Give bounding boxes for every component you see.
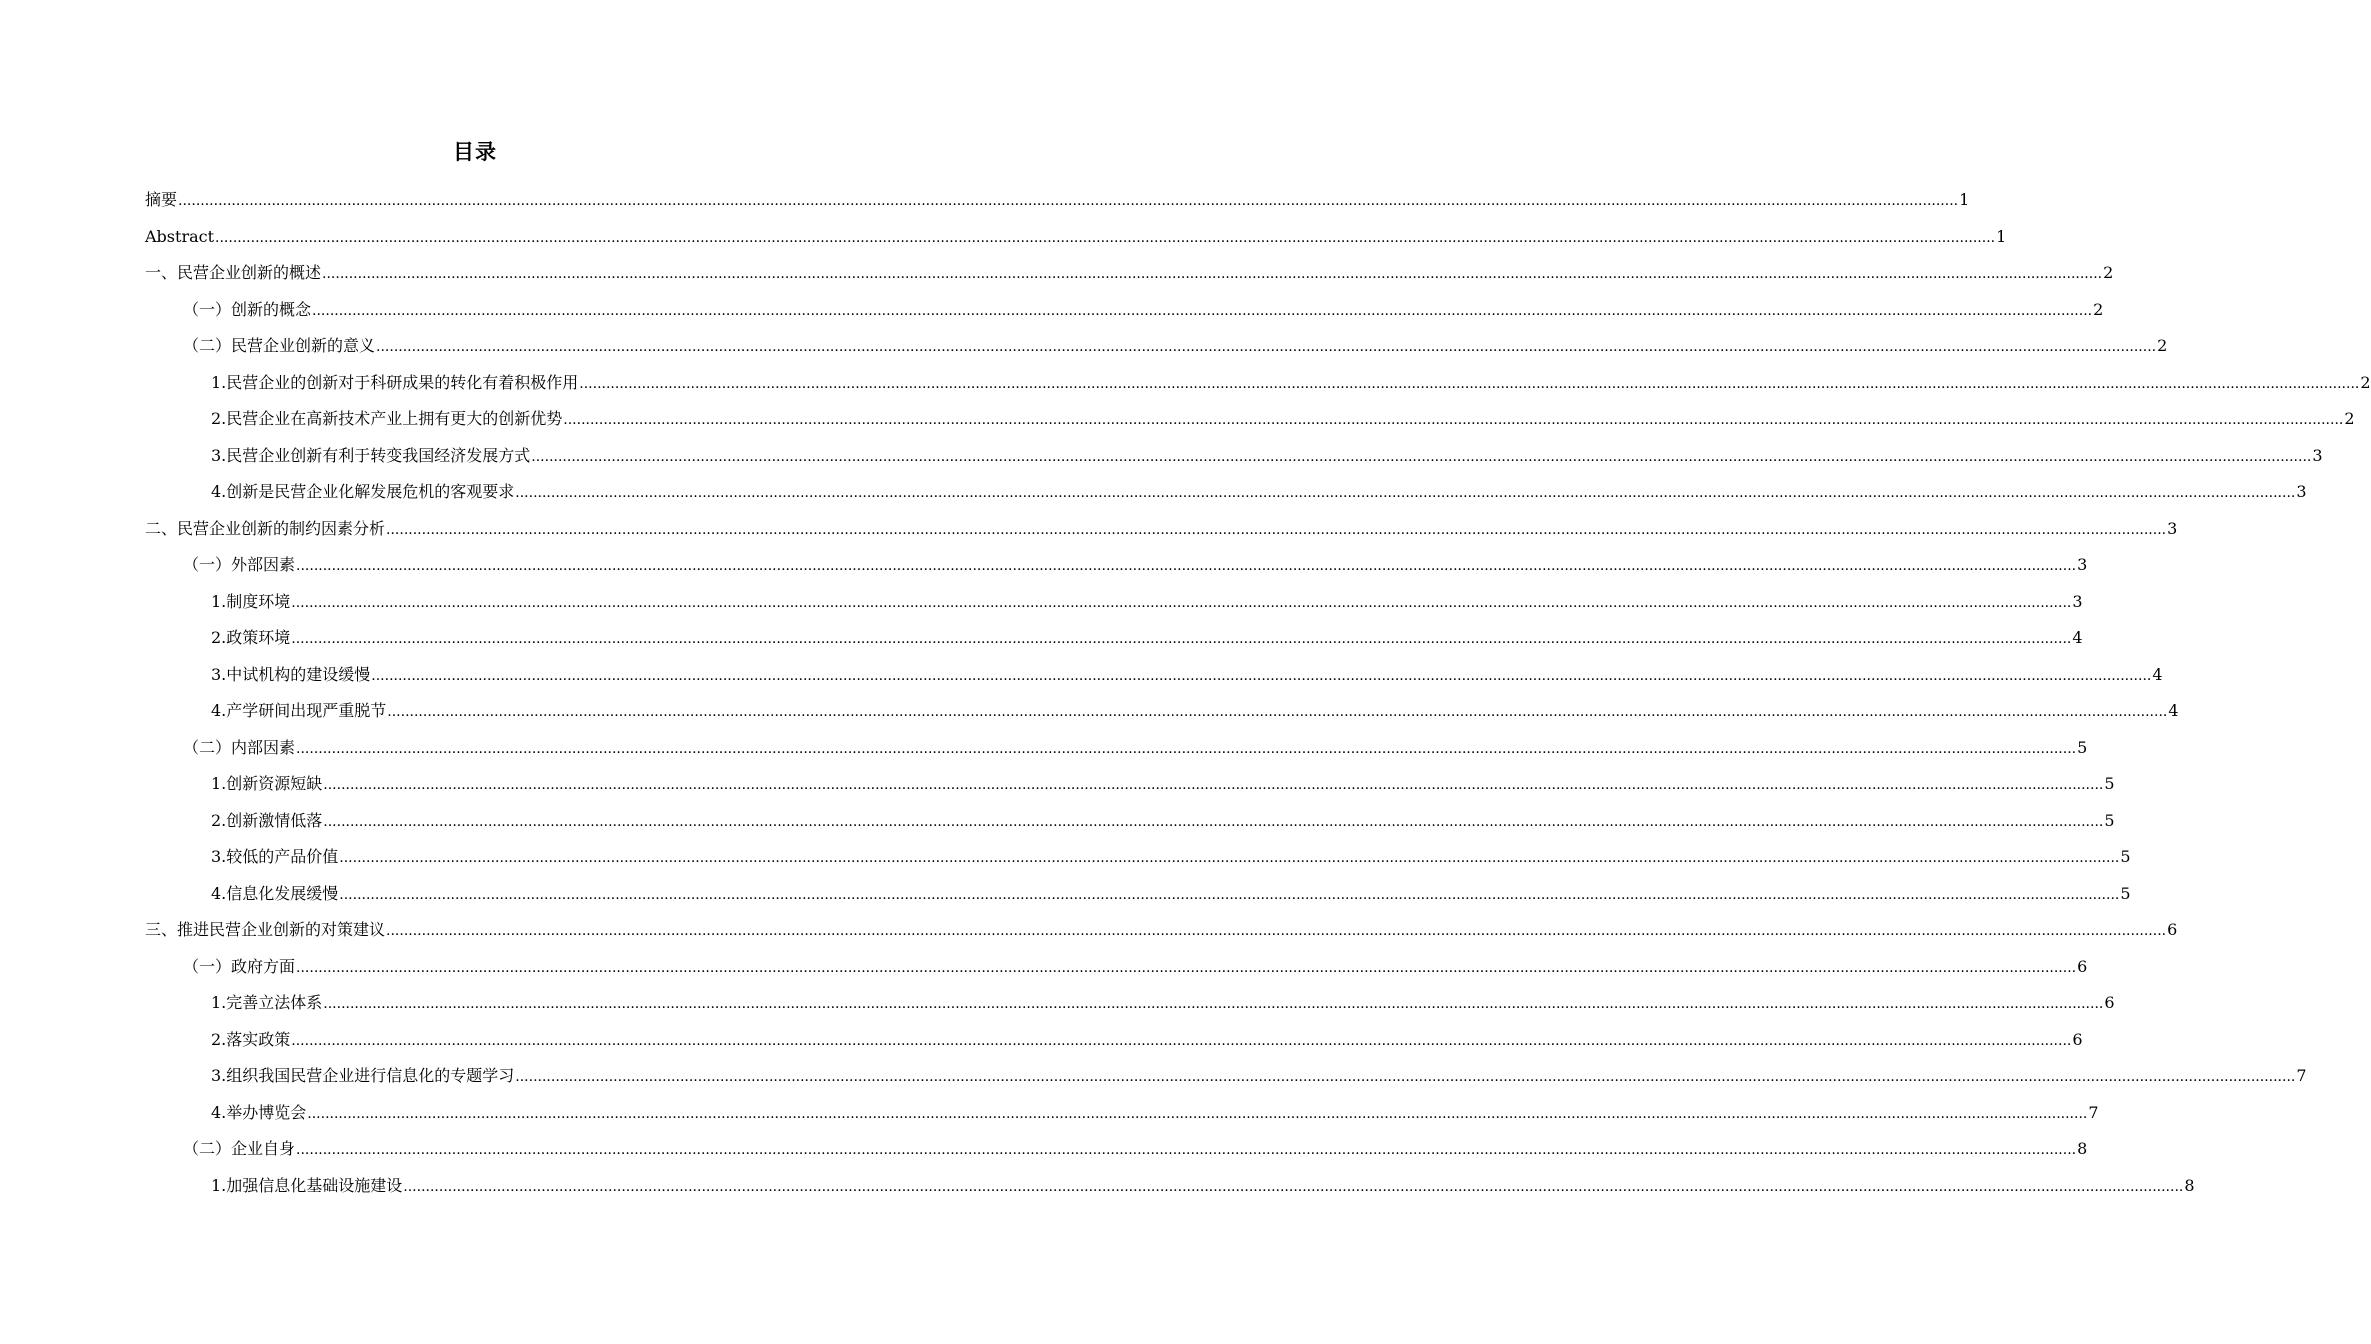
toc-entry[interactable]: [145, 547, 2088, 584]
toc-dot-leader: ................................................................................................................................................................................................................................................................................................................................................................................................................: [323, 777, 2104, 793]
toc-dot-leader: ................................................................................................................................................................................................................................................................................................................................................................................................................: [215, 229, 1996, 246]
toc-page-number: 2: [2344, 409, 2355, 428]
toc-entry[interactable]: [145, 949, 2088, 986]
toc-dot-leader: ................................................................................................................................................................................................................................................................................................................................................................................................................: [322, 266, 2103, 282]
toc-page-number: 5: [2104, 774, 2115, 793]
toc-entry-text: 2.政策环境: [211, 628, 291, 647]
toc-entry-text: （二）内部因素: [183, 737, 296, 757]
toc-entry-text: 4.创新是民营企业化解发展危机的客观要求: [211, 482, 515, 501]
toc-dot-leader: ................................................................................................................................................................................................................................................................................................................................................................................................................: [515, 485, 2296, 501]
toc-entry-text: 1.加强信息化基础设施建设: [211, 1175, 403, 1195]
toc-entry-text: 1.创新资源短缺: [211, 774, 323, 793]
toc-dot-leader: ................................................................................................................................................................................................................................................................................................................................................................................................................: [296, 558, 2077, 574]
toc-dot-leader: ................................................................................................................................................................................................................................................................................................................................................................................................................: [531, 448, 2312, 465]
toc-page-number: 3: [2167, 518, 2178, 538]
toc-entry[interactable]: [145, 292, 2104, 329]
toc-dot-leader: ................................................................................................................................................................................................................................................................................................................................................................................................................: [323, 813, 2104, 830]
toc-entry[interactable]: [145, 985, 2115, 1022]
toc-entry-text: （一）政府方面: [183, 956, 296, 976]
toc-page-number: 4: [2152, 664, 2163, 684]
toc-entry[interactable]: [145, 620, 2083, 657]
toc-dot-leader: ................................................................................................................................................................................................................................................................................................................................................................................................................: [339, 850, 2120, 866]
toc-page-number: 5: [2104, 810, 2115, 830]
toc-entry-text: 2.民营企业在高新技术产业上拥有更大的创新优势: [211, 409, 563, 428]
toc-dot-leader: ................................................................................................................................................................................................................................................................................................................................................................................................................: [296, 740, 2077, 757]
toc-entry[interactable]: [145, 255, 2114, 292]
toc-page-number: 6: [2167, 920, 2178, 939]
toc-entry-text: （一）创新的概念: [183, 299, 312, 319]
toc-entry[interactable]: [145, 511, 2178, 548]
toc-entry-text: 4.举办博览会: [211, 1102, 307, 1122]
toc-page-number: 5: [2120, 847, 2131, 866]
toc-entry[interactable]: [145, 1168, 2195, 1205]
toc-dot-leader: ................................................................................................................................................................................................................................................................................................................................................................................................................: [323, 996, 2104, 1012]
toc-entry-text: 一、民营企业创新的概述: [145, 263, 322, 282]
toc-entry-text: 2.落实政策: [211, 1029, 291, 1049]
toc-entry-text: 1.完善立法体系: [211, 993, 323, 1012]
toc-page-number: 8: [2184, 1175, 2195, 1195]
toc-dot-leader: ................................................................................................................................................................................................................................................................................................................................................................................................................: [312, 302, 2093, 319]
toc-dot-leader: ................................................................................................................................................................................................................................................................................................................................................................................................................: [291, 631, 2072, 647]
toc-page-number: 3: [2312, 445, 2323, 465]
toc-page-number: 3: [2077, 555, 2088, 574]
toc-entry-text: （二）民营企业创新的意义: [183, 336, 376, 355]
toc-entry-text: 二、民营企业创新的制约因素分析: [145, 518, 386, 538]
toc-entry[interactable]: [145, 1095, 2099, 1132]
toc-dot-leader: ................................................................................................................................................................................................................................................................................................................................................................................................................: [371, 667, 2152, 684]
toc-entry-text: 摘要: [145, 190, 178, 209]
table-of-contents: [145, 182, 2371, 1204]
toc-entry[interactable]: [145, 766, 2115, 803]
toc-entry[interactable]: [145, 1058, 2307, 1095]
toc-entry[interactable]: [145, 584, 2083, 621]
toc-entry-text: 4.信息化发展缓慢: [211, 883, 339, 903]
toc-dot-leader: ................................................................................................................................................................................................................................................................................................................................................................................................................: [386, 521, 2167, 538]
toc-dot-leader: ................................................................................................................................................................................................................................................................................................................................................................................................................: [307, 1105, 2088, 1122]
toc-entry[interactable]: [145, 438, 2323, 475]
toc-entry[interactable]: [145, 657, 2163, 694]
toc-page-number: 2: [2157, 336, 2168, 355]
toc-dot-leader: ................................................................................................................................................................................................................................................................................................................................................................................................................: [339, 886, 2120, 903]
toc-title: 目录: [453, 140, 497, 164]
toc-dot-leader: ................................................................................................................................................................................................................................................................................................................................................................................................................: [376, 339, 2157, 355]
toc-entry-text: 1.制度环境: [211, 591, 291, 611]
toc-page-number: 3: [2296, 482, 2307, 501]
toc-entry[interactable]: [145, 182, 1970, 219]
toc-entry-text: （二）企业自身: [183, 1139, 296, 1158]
toc-entry[interactable]: [145, 365, 2371, 402]
toc-dot-leader: ................................................................................................................................................................................................................................................................................................................................................................................................................: [387, 704, 2168, 720]
toc-page-number: 5: [2077, 737, 2088, 757]
toc-page-number: 2: [2093, 299, 2104, 319]
toc-entry-text: 3.组织我国民营企业进行信息化的专题学习: [211, 1066, 515, 1085]
toc-entry[interactable]: [145, 693, 2179, 730]
toc-entry-text: 三、推进民营企业创新的对策建议: [145, 920, 386, 939]
toc-page-number: 7: [2088, 1102, 2099, 1122]
toc-dot-leader: ................................................................................................................................................................................................................................................................................................................................................................................................................: [579, 375, 2360, 392]
toc-dot-leader: ................................................................................................................................................................................................................................................................................................................................................................................................................: [296, 1142, 2077, 1158]
toc-dot-leader: ................................................................................................................................................................................................................................................................................................................................................................................................................: [386, 923, 2167, 939]
toc-dot-leader: ................................................................................................................................................................................................................................................................................................................................................................................................................: [563, 412, 2344, 428]
toc-entry-text: 3.民营企业创新有利于转变我国经济发展方式: [211, 445, 531, 465]
toc-page-number: 8: [2077, 1139, 2088, 1158]
toc-entry[interactable]: [145, 401, 2355, 438]
toc-page-number: 2: [2360, 372, 2371, 392]
toc-page-number: 6: [2072, 1029, 2083, 1049]
toc-page-number: 1: [1996, 226, 2007, 246]
toc-page-number: 1: [1959, 190, 1970, 209]
toc-entry[interactable]: [145, 876, 2131, 913]
toc-entry[interactable]: [145, 474, 2307, 511]
toc-entry[interactable]: [145, 1022, 2083, 1059]
toc-dot-leader: ................................................................................................................................................................................................................................................................................................................................................................................................................: [515, 1069, 2296, 1085]
toc-entry[interactable]: [145, 1131, 2088, 1168]
toc-dot-leader: ................................................................................................................................................................................................................................................................................................................................................................................................................: [403, 1178, 2184, 1195]
toc-page-number: 6: [2077, 956, 2088, 976]
toc-page-number: 4: [2072, 628, 2083, 647]
toc-dot-leader: ................................................................................................................................................................................................................................................................................................................................................................................................................: [291, 594, 2072, 611]
toc-entry-text: 1.民营企业的创新对于科研成果的转化有着积极作用: [211, 372, 579, 392]
toc-page-number: 5: [2120, 883, 2131, 903]
toc-entry-text: 3.中试机构的建设缓慢: [211, 664, 371, 684]
toc-dot-leader: ................................................................................................................................................................................................................................................................................................................................................................................................................: [291, 1032, 2072, 1049]
toc-entry[interactable]: [145, 803, 2115, 840]
toc-entry[interactable]: [145, 328, 2168, 365]
toc-dot-leader: ................................................................................................................................................................................................................................................................................................................................................................................................................: [178, 193, 1959, 209]
toc-entry-text: Abstract: [145, 226, 215, 246]
toc-page-number: 4: [2168, 701, 2179, 720]
toc-page-number: 7: [2296, 1066, 2307, 1085]
toc-entry-text: （一）外部因素: [183, 555, 296, 574]
toc-page-number: 6: [2104, 993, 2115, 1012]
toc-dot-leader: ................................................................................................................................................................................................................................................................................................................................................................................................................: [296, 959, 2077, 976]
toc-entry[interactable]: [145, 912, 2178, 949]
toc-page-number: 3: [2072, 591, 2083, 611]
toc-entry[interactable]: [145, 219, 2007, 256]
toc-entry[interactable]: [145, 839, 2131, 876]
toc-page-number: 2: [2103, 263, 2114, 282]
toc-entry-text: 4.产学研间出现严重脱节: [211, 701, 387, 720]
toc-entry-text: 3.较低的产品价值: [211, 847, 339, 866]
toc-entry-text: 2.创新激情低落: [211, 810, 323, 830]
toc-entry[interactable]: [145, 730, 2088, 767]
